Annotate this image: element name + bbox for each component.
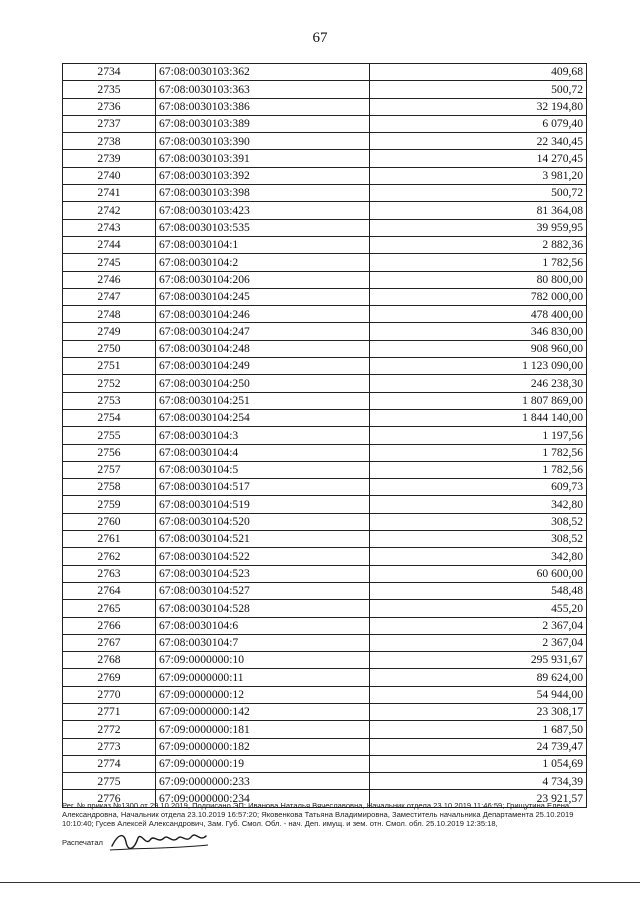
cadastral-value: 3 981,20 bbox=[370, 167, 587, 184]
table-row bbox=[63, 773, 587, 790]
row-number: 2765 bbox=[63, 600, 156, 617]
row-number: 2751 bbox=[63, 358, 156, 375]
row-number: 2776 bbox=[63, 790, 156, 807]
cadastral-number: 67:08:0030104:4 bbox=[156, 444, 370, 461]
row-number: 2756 bbox=[63, 444, 156, 461]
row-number: 2774 bbox=[63, 755, 156, 772]
row-number: 2775 bbox=[63, 773, 156, 790]
row-number: 2740 bbox=[63, 167, 156, 184]
table-row bbox=[63, 409, 587, 426]
cadastral-number: 67:08:0030104:246 bbox=[156, 306, 370, 323]
cadastral-number: 67:08:0030103:362 bbox=[156, 64, 370, 81]
table-row bbox=[63, 634, 587, 651]
printed-by-label: Распечатал bbox=[62, 838, 103, 847]
cadastral-number: 67:08:0030103:363 bbox=[156, 81, 370, 98]
cadastral-number: 67:08:0030104:523 bbox=[156, 565, 370, 582]
cadastral-value: 1 807 869,00 bbox=[370, 392, 587, 409]
table-row bbox=[63, 755, 587, 772]
cadastral-number: 67:08:0030104:6 bbox=[156, 617, 370, 634]
cadastral-number: 67:08:0030104:247 bbox=[156, 323, 370, 340]
handwritten-signature bbox=[108, 826, 218, 854]
cadastral-number: 67:09:0000000:233 bbox=[156, 773, 370, 790]
cadastral-value: 1 123 090,00 bbox=[370, 358, 587, 375]
row-number: 2754 bbox=[63, 409, 156, 426]
cadastral-number: 67:09:0000000:10 bbox=[156, 652, 370, 669]
cadastral-value: 2 367,04 bbox=[370, 617, 587, 634]
cadastral-value: 2 367,04 bbox=[370, 634, 587, 651]
row-number: 2771 bbox=[63, 703, 156, 720]
cadastral-number: 67:09:0000000:11 bbox=[156, 669, 370, 686]
cadastral-number: 67:08:0030104:2 bbox=[156, 254, 370, 271]
cadastral-value: 60 600,00 bbox=[370, 565, 587, 582]
cadastral-number: 67:09:0000000:234 bbox=[156, 790, 370, 807]
row-number: 2744 bbox=[63, 236, 156, 253]
cadastral-number: 67:08:0030104:245 bbox=[156, 288, 370, 305]
table-row bbox=[63, 133, 587, 150]
row-number: 2766 bbox=[63, 617, 156, 634]
table-row bbox=[63, 81, 587, 98]
table-row bbox=[63, 531, 587, 548]
table-row bbox=[63, 444, 587, 461]
table-row bbox=[63, 479, 587, 496]
registry-table-body bbox=[63, 64, 587, 808]
table-row bbox=[63, 738, 587, 755]
table-row bbox=[63, 254, 587, 271]
cadastral-value: 609,73 bbox=[370, 479, 587, 496]
cadastral-value: 6 079,40 bbox=[370, 115, 587, 132]
cadastral-number: 67:08:0030104:254 bbox=[156, 409, 370, 426]
table-row bbox=[63, 202, 587, 219]
table-row bbox=[63, 375, 587, 392]
row-number: 2757 bbox=[63, 461, 156, 478]
row-number: 2749 bbox=[63, 323, 156, 340]
table-row bbox=[63, 150, 587, 167]
row-number: 2736 bbox=[63, 98, 156, 115]
table-row bbox=[63, 565, 587, 582]
row-number: 2767 bbox=[63, 634, 156, 651]
row-number: 2735 bbox=[63, 81, 156, 98]
row-number: 2762 bbox=[63, 548, 156, 565]
row-number: 2763 bbox=[63, 565, 156, 582]
cadastral-value: 346 830,00 bbox=[370, 323, 587, 340]
cadastral-value: 2 882,36 bbox=[370, 236, 587, 253]
table-row bbox=[63, 703, 587, 720]
table-row bbox=[63, 617, 587, 634]
cadastral-value: 409,68 bbox=[370, 64, 587, 81]
cadastral-value: 342,80 bbox=[370, 548, 587, 565]
cadastral-value: 500,72 bbox=[370, 185, 587, 202]
row-number: 2738 bbox=[63, 133, 156, 150]
row-number: 2758 bbox=[63, 479, 156, 496]
signature-footer: Рег. № приказ №1300 от 29.10.2019, Подписано ЭП: Иванова Наталья Вячеславовна, Начальник отдела 23.10.2019 11:46:59; Грищутина Елена Александровна, Начальник отдела 23.10.2019 16:57:20; Яковенкова Татьяна Владимировна, Заместитель начальника Департамента 25.10.2019 10:10:40; Гусев Алексей Александрович, Зам. Губ. Смол. Обл. - нач. Деп. имущ. и зем. отн. Смол. обл. 25.10.2019 12:35:18, bbox=[62, 801, 574, 829]
cadastral-number: 67:08:0030104:249 bbox=[156, 358, 370, 375]
table-row bbox=[63, 496, 587, 513]
row-number: 2748 bbox=[63, 306, 156, 323]
row-number: 2752 bbox=[63, 375, 156, 392]
cadastral-number: 67:08:0030103:392 bbox=[156, 167, 370, 184]
table-row bbox=[63, 427, 587, 444]
cadastral-value: 23 921,57 bbox=[370, 790, 587, 807]
row-number: 2759 bbox=[63, 496, 156, 513]
row-number: 2764 bbox=[63, 582, 156, 599]
row-number: 2760 bbox=[63, 513, 156, 530]
cadastral-number: 67:08:0030104:1 bbox=[156, 236, 370, 253]
table-row bbox=[63, 115, 587, 132]
cadastral-value: 32 194,80 bbox=[370, 98, 587, 115]
cadastral-value: 89 624,00 bbox=[370, 669, 587, 686]
table-row bbox=[63, 236, 587, 253]
cadastral-number: 67:08:0030104:527 bbox=[156, 582, 370, 599]
table-row bbox=[63, 392, 587, 409]
cadastral-number: 67:08:0030104:3 bbox=[156, 427, 370, 444]
cadastral-number: 67:08:0030104:517 bbox=[156, 479, 370, 496]
row-number: 2770 bbox=[63, 686, 156, 703]
cadastral-number: 67:08:0030103:390 bbox=[156, 133, 370, 150]
row-number: 2768 bbox=[63, 652, 156, 669]
cadastral-value: 80 800,00 bbox=[370, 271, 587, 288]
cadastral-number: 67:09:0000000:181 bbox=[156, 721, 370, 738]
table-row bbox=[63, 219, 587, 236]
cadastral-number: 67:08:0030103:391 bbox=[156, 150, 370, 167]
cadastral-number: 67:08:0030104:521 bbox=[156, 531, 370, 548]
table-row bbox=[63, 721, 587, 738]
cadastral-value: 478 400,00 bbox=[370, 306, 587, 323]
table-row bbox=[63, 652, 587, 669]
cadastral-value: 548,48 bbox=[370, 582, 587, 599]
cadastral-number: 67:08:0030104:7 bbox=[156, 634, 370, 651]
cadastral-number: 67:08:0030104:528 bbox=[156, 600, 370, 617]
cadastral-value: 1 197,56 bbox=[370, 427, 587, 444]
cadastral-number: 67:08:0030104:251 bbox=[156, 392, 370, 409]
table-row bbox=[63, 669, 587, 686]
row-number: 2745 bbox=[63, 254, 156, 271]
row-number: 2769 bbox=[63, 669, 156, 686]
cadastral-number: 67:09:0000000:19 bbox=[156, 755, 370, 772]
page-number: 67 bbox=[312, 30, 328, 46]
row-number: 2772 bbox=[63, 721, 156, 738]
cadastral-value: 500,72 bbox=[370, 81, 587, 98]
cadastral-value: 295 931,67 bbox=[370, 652, 587, 669]
row-number: 2737 bbox=[63, 115, 156, 132]
cadastral-number: 67:08:0030104:248 bbox=[156, 340, 370, 357]
cadastral-value: 455,20 bbox=[370, 600, 587, 617]
cadastral-number: 67:08:0030103:398 bbox=[156, 185, 370, 202]
table-row bbox=[63, 600, 587, 617]
cadastral-value: 14 270,45 bbox=[370, 150, 587, 167]
cadastral-value: 81 364,08 bbox=[370, 202, 587, 219]
table-row bbox=[63, 686, 587, 703]
table-row bbox=[63, 582, 587, 599]
bottom-rule bbox=[0, 882, 640, 883]
table-row bbox=[63, 167, 587, 184]
table-row bbox=[63, 306, 587, 323]
cadastral-number: 67:09:0000000:182 bbox=[156, 738, 370, 755]
table-row bbox=[63, 64, 587, 81]
row-number: 2734 bbox=[63, 64, 156, 81]
cadastral-number: 67:08:0030104:206 bbox=[156, 271, 370, 288]
table-row bbox=[63, 323, 587, 340]
cadastral-number: 67:08:0030103:423 bbox=[156, 202, 370, 219]
cadastral-number: 67:09:0000000:142 bbox=[156, 703, 370, 720]
cadastral-number: 67:08:0030104:522 bbox=[156, 548, 370, 565]
cadastral-value: 342,80 bbox=[370, 496, 587, 513]
row-number: 2747 bbox=[63, 288, 156, 305]
table-row bbox=[63, 98, 587, 115]
row-number: 2739 bbox=[63, 150, 156, 167]
cadastral-value: 1 782,56 bbox=[370, 461, 587, 478]
cadastral-number: 67:08:0030104:519 bbox=[156, 496, 370, 513]
cadastral-number: 67:08:0030104:520 bbox=[156, 513, 370, 530]
cadastral-value: 246 238,30 bbox=[370, 375, 587, 392]
cadastral-value: 54 944,00 bbox=[370, 686, 587, 703]
cadastral-value: 1 844 140,00 bbox=[370, 409, 587, 426]
row-number: 2743 bbox=[63, 219, 156, 236]
table-row bbox=[63, 340, 587, 357]
cadastral-value: 782 000,00 bbox=[370, 288, 587, 305]
cadastral-value: 23 308,17 bbox=[370, 703, 587, 720]
row-number: 2741 bbox=[63, 185, 156, 202]
cadastral-number: 67:08:0030104:250 bbox=[156, 375, 370, 392]
cadastral-value: 1 782,56 bbox=[370, 254, 587, 271]
cadastral-value: 908 960,00 bbox=[370, 340, 587, 357]
row-number: 2761 bbox=[63, 531, 156, 548]
row-number: 2753 bbox=[63, 392, 156, 409]
cadastral-value: 308,52 bbox=[370, 531, 587, 548]
row-number: 2742 bbox=[63, 202, 156, 219]
cadastral-value: 39 959,95 bbox=[370, 219, 587, 236]
cadastral-number: 67:08:0030103:389 bbox=[156, 115, 370, 132]
row-number: 2773 bbox=[63, 738, 156, 755]
cadastral-number: 67:08:0030104:5 bbox=[156, 461, 370, 478]
cadastral-value: 1 782,56 bbox=[370, 444, 587, 461]
cadastral-value: 308,52 bbox=[370, 513, 587, 530]
cadastral-value: 22 340,45 bbox=[370, 133, 587, 150]
row-number: 2750 bbox=[63, 340, 156, 357]
row-number: 2755 bbox=[63, 427, 156, 444]
cadastral-value: 24 739,47 bbox=[370, 738, 587, 755]
registry-table bbox=[62, 63, 587, 808]
table-row bbox=[63, 513, 587, 530]
table-row bbox=[63, 461, 587, 478]
cadastral-value: 1 054,69 bbox=[370, 755, 587, 772]
table-row bbox=[63, 548, 587, 565]
row-number: 2746 bbox=[63, 271, 156, 288]
cadastral-number: 67:08:0030103:386 bbox=[156, 98, 370, 115]
cadastral-value: 4 734,39 bbox=[370, 773, 587, 790]
cadastral-number: 67:09:0000000:12 bbox=[156, 686, 370, 703]
table-row bbox=[63, 358, 587, 375]
table-row bbox=[63, 288, 587, 305]
cadastral-value: 1 687,50 bbox=[370, 721, 587, 738]
table-row bbox=[63, 271, 587, 288]
cadastral-number: 67:08:0030103:535 bbox=[156, 219, 370, 236]
table-row bbox=[63, 185, 587, 202]
